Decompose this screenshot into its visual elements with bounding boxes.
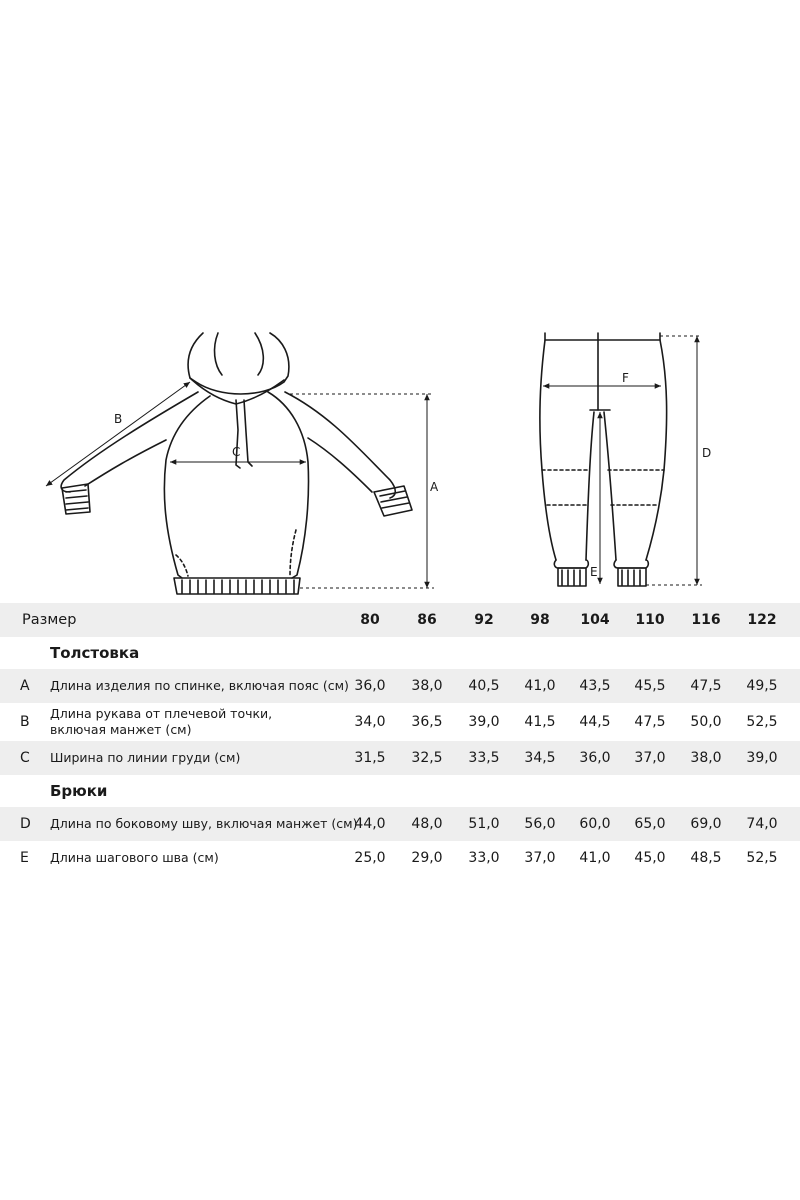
size-80: 80 xyxy=(360,612,380,628)
value-cell: 44,5 xyxy=(579,714,611,730)
measurement-lines xyxy=(46,336,702,588)
value-cell: 36,0 xyxy=(354,678,386,694)
value-cell: 39,0 xyxy=(468,714,500,730)
value-cell: 39,0 xyxy=(746,750,778,766)
value-cell: 34,0 xyxy=(354,714,386,730)
row-description: Длина по боковому шву, включая манжет (см) xyxy=(50,816,358,831)
value-cell: 25,0 xyxy=(354,850,386,866)
value-cell: 48,5 xyxy=(690,850,722,866)
size-86: 86 xyxy=(417,612,437,628)
value-cell: 33,5 xyxy=(468,750,500,766)
row-description: Длина изделия по спинке, включая пояс (см) xyxy=(50,678,349,693)
label-a: A xyxy=(430,480,439,494)
value-cell: 47,5 xyxy=(634,714,666,730)
value-cell: 40,5 xyxy=(468,678,500,694)
value-cell: 49,5 xyxy=(746,678,778,694)
value-cell: 65,0 xyxy=(634,816,666,832)
size-122: 122 xyxy=(747,612,777,628)
garment-sketch xyxy=(0,300,800,600)
value-cell: 33,0 xyxy=(468,850,500,866)
value-cell: 32,5 xyxy=(411,750,443,766)
value-cell: 69,0 xyxy=(690,816,722,832)
table-row xyxy=(0,841,800,875)
value-cell: 43,5 xyxy=(579,678,611,694)
table-row xyxy=(0,703,800,741)
table-row xyxy=(0,741,800,775)
value-cell: 56,0 xyxy=(524,816,556,832)
value-cell: 29,0 xyxy=(411,850,443,866)
row-description: Ширина по линии груди (см) xyxy=(50,750,241,765)
value-cell: 36,5 xyxy=(411,714,443,730)
value-cell: 48,0 xyxy=(411,816,443,832)
value-cell: 47,5 xyxy=(690,678,722,694)
row-letter: C xyxy=(20,750,30,766)
garment-diagram xyxy=(0,300,800,600)
section-title: Толстовка xyxy=(50,644,140,662)
value-cell: 38,0 xyxy=(690,750,722,766)
table-row xyxy=(0,807,800,841)
size-104: 104 xyxy=(580,612,610,628)
section-pants xyxy=(0,775,800,807)
size-116: 116 xyxy=(691,612,721,628)
row-description: Длина шагового шва (см) xyxy=(50,850,219,865)
value-cell: 37,0 xyxy=(634,750,666,766)
label-b: B xyxy=(114,412,123,426)
value-cell: 34,5 xyxy=(524,750,556,766)
value-cell: 44,0 xyxy=(354,816,386,832)
value-cell: 41,5 xyxy=(524,714,556,730)
section-title: Брюки xyxy=(50,782,108,800)
label-c: C xyxy=(232,445,241,459)
value-cell: 52,5 xyxy=(746,714,778,730)
table-row xyxy=(0,669,800,703)
size-table xyxy=(0,603,800,875)
row-letter: D xyxy=(20,816,31,832)
size-98: 98 xyxy=(530,612,550,628)
value-cell: 31,5 xyxy=(354,750,386,766)
value-cell: 50,0 xyxy=(690,714,722,730)
value-cell: 60,0 xyxy=(579,816,611,832)
value-cell: 45,5 xyxy=(634,678,666,694)
value-cell: 51,0 xyxy=(468,816,500,832)
value-cell: 45,0 xyxy=(634,850,666,866)
section-hoodie xyxy=(0,637,800,669)
value-cell: 41,0 xyxy=(579,850,611,866)
label-e: E xyxy=(590,565,598,579)
value-cell: 37,0 xyxy=(524,850,556,866)
label-f: F xyxy=(622,371,629,385)
value-cell: 38,0 xyxy=(411,678,443,694)
hoodie-drawing xyxy=(61,333,412,594)
row-letter: B xyxy=(20,714,30,730)
size-title: Размер xyxy=(22,612,77,628)
row-letter: E xyxy=(20,850,29,866)
size-92: 92 xyxy=(474,612,494,628)
value-cell: 41,0 xyxy=(524,678,556,694)
row-letter: A xyxy=(20,678,30,694)
size-110: 110 xyxy=(635,612,665,628)
pants-drawing xyxy=(540,333,667,586)
label-d: D xyxy=(702,446,712,460)
row-description: Длина рукава от плечевой точки, включая манжет (см) xyxy=(50,706,273,737)
value-cell: 52,5 xyxy=(746,850,778,866)
size-header-row xyxy=(0,603,800,637)
value-cell: 36,0 xyxy=(579,750,611,766)
value-cell: 74,0 xyxy=(746,816,778,832)
